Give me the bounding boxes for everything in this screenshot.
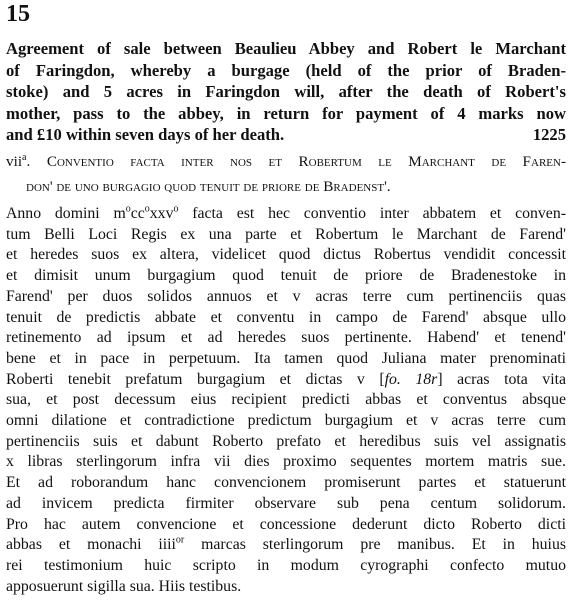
entry-number: 15 [6, 1, 30, 27]
folio-marker: fo. 18r [384, 370, 438, 388]
text-line: et heredes suos ex altera, videlicet quod dictus Robertus vendidit concessit [6, 246, 566, 264]
text-line: pertinenciis suis et dabunt Roberto prefato et heredibus suis vel assignatis [6, 432, 566, 450]
heading-line: Agreement of sale between Beaulieu Abbey and Robert le Marchant [6, 39, 566, 58]
text-line: tenuit de predictis abbate et conventu in campo de Farend' absque ullo [6, 308, 566, 326]
text-segment: ] acras tota vita [437, 370, 566, 388]
rubric-text: Conventio facta inter nos et Robertum le Marchant de Faren- [46, 153, 566, 170]
heading-line: mother, pass to the abbey, in return for payment of 4 marks now [6, 103, 566, 123]
text-segment: abbas et monachi iiii [6, 536, 176, 554]
charter-text [6, 204, 566, 597]
text-segment: Anno domini m [6, 205, 126, 222]
text-line: rei testimonium huic scripto in modum cyrographi confecto mutuo [6, 556, 566, 574]
heading-last-line [6, 124, 566, 146]
text-line: et dimisit unum burgagium quod tenuit de priore de Bradenestoke in [6, 267, 566, 285]
superscript: o [173, 203, 179, 215]
rubric-line: don' de uno burgagio quod tenuit de priore de Bradenst'. [26, 178, 391, 195]
text-line: Farend' per duos solidos annuos et v acras terre cum pertinenciis quas [6, 287, 566, 305]
heading-line: of Faringdon, whereby a burgage (held of the prior of Braden- [6, 60, 566, 80]
superscript: or [175, 534, 185, 546]
text-line [6, 370, 566, 391]
text-line: bene et in pace in perpetuum. Ita tamen quod Juliana mater prenominati [6, 349, 566, 367]
text-segment: marcas sterlingorum pre manibus. Et in huius [184, 536, 566, 554]
text-line: omni dilatione et contradictione predictum burgagium et v acras terre cum [6, 412, 566, 430]
text-line [6, 204, 566, 225]
rubric-line: vii$^a$. Conventio facta inter nos et Robertum le Marchant de Faren- [6, 151, 566, 170]
folio-ref-sup: a [22, 151, 27, 163]
heading-line: stoke) and 5 acres in Faringdon will, after the death of Robert's [6, 82, 566, 102]
text-segment: cc [130, 205, 145, 222]
text-line: apposuerunt sigilla sua. Hiis testibus. [6, 577, 242, 595]
text-line: Pro hac autem convencione et concessione dederunt dicto Roberto dicti [6, 515, 566, 533]
text-segment: facta est hec conventio inter abbatem et conven- [178, 205, 566, 222]
text-segment: xxv [149, 205, 174, 222]
heading-year: 1225 [532, 125, 566, 145]
text-segment: Roberti tenebit prefatum burgagium et dictas v [ [6, 370, 385, 388]
text-line: sua, et post decessum eius recipient predicti abbas et conventus absque [6, 391, 566, 409]
text-line: tum Belli Loci Regis ex una parte et Robertum le Marchant de Farend' [6, 225, 566, 243]
entry-heading [6, 38, 566, 146]
text-line: ad invicem predicta firmiter observare sub pena centum solidorum. [6, 494, 566, 512]
superscript: o [125, 203, 131, 215]
folio-ref: vii [6, 153, 23, 170]
text-line: x libras sterlingorum infra vii dies proximo sequentes mortem matris sue. [6, 453, 566, 471]
latin-rubric [6, 149, 566, 199]
text-line: Et ad roborandum hanc convencionem promiserunt partes et statuerunt [6, 474, 566, 492]
superscript: o [144, 203, 150, 215]
text-line [6, 535, 566, 556]
heading-line: and £10 within seven days of her death. [6, 125, 285, 145]
text-line: retinemento ad ipsum et ad heredes suos pertinente. Habend' et tenend' [6, 329, 566, 347]
